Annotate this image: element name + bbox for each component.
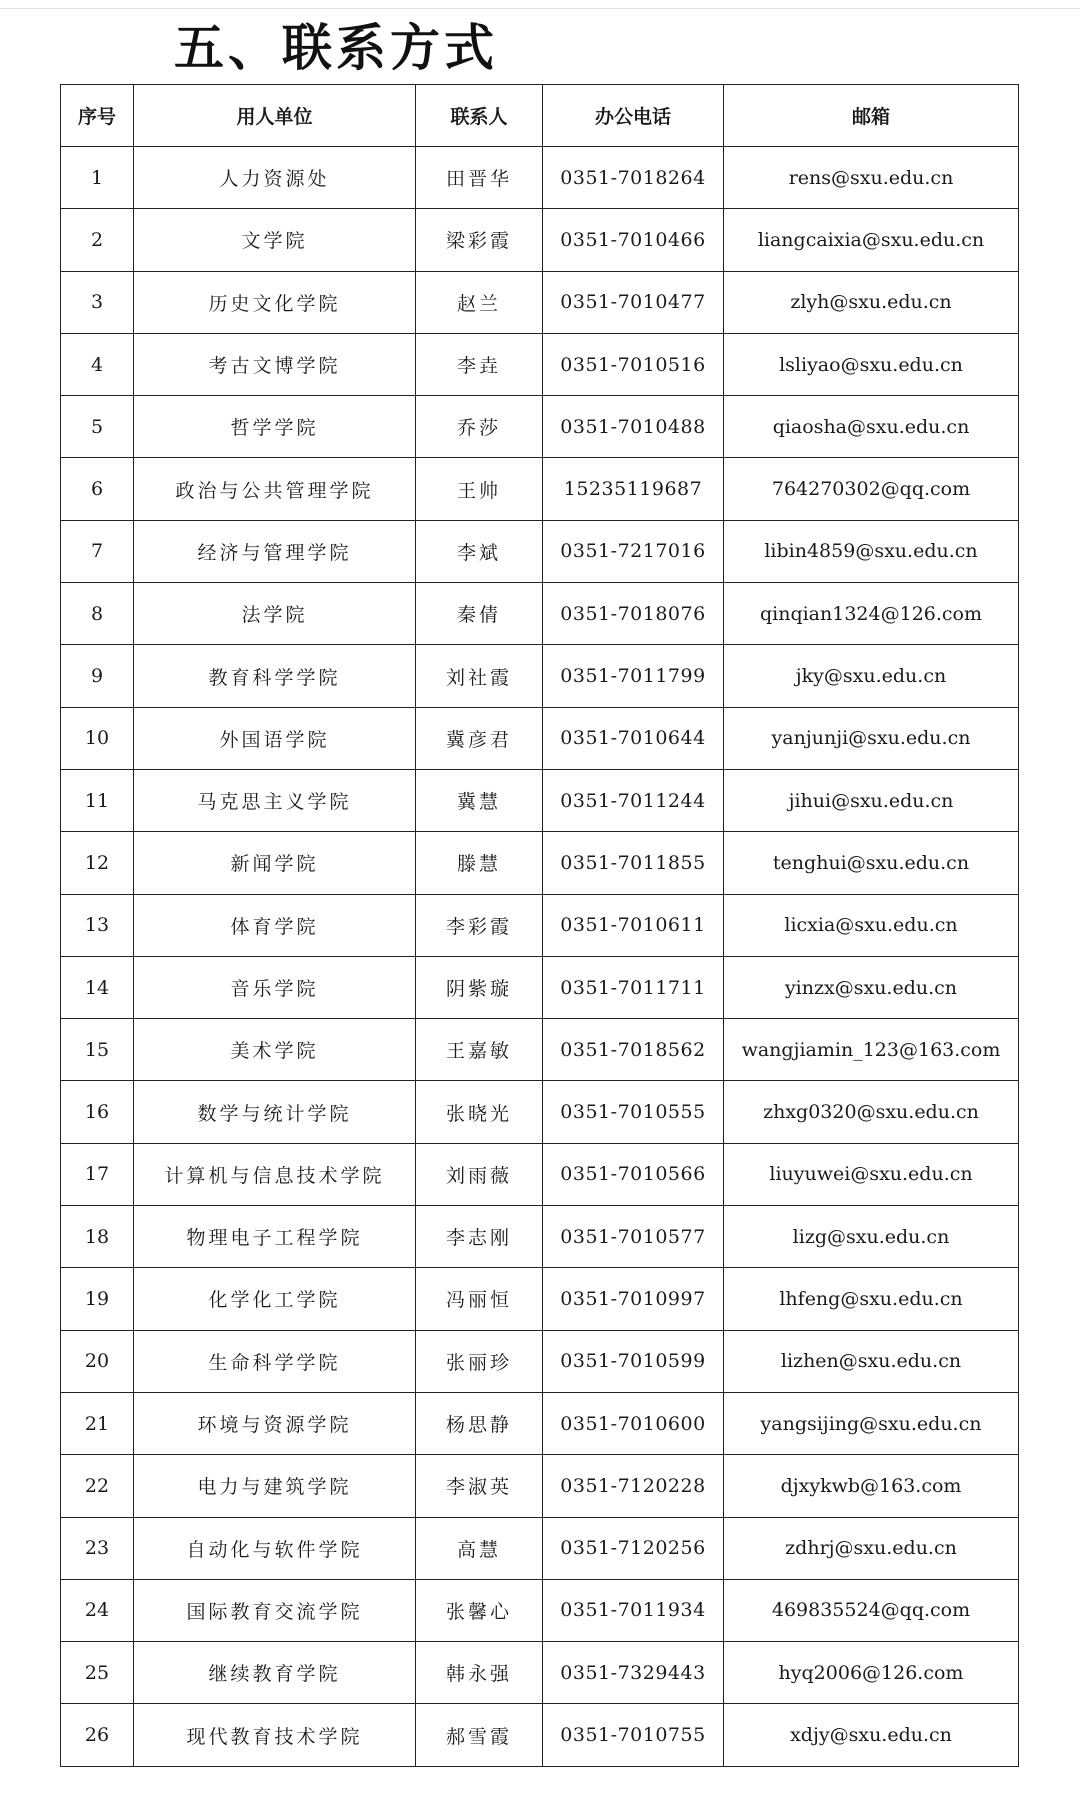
table-header-row bbox=[61, 85, 1019, 147]
cell-email: rens@sxu.edu.cn bbox=[724, 147, 1019, 209]
table-row bbox=[61, 1019, 1019, 1081]
cell-email: lsliyao@sxu.edu.cn bbox=[724, 333, 1019, 395]
cell-contact: 冯丽恒 bbox=[416, 1268, 543, 1330]
cell-contact: 高慧 bbox=[416, 1517, 543, 1579]
cell-phone: 0351-7329443 bbox=[543, 1642, 724, 1704]
table-row bbox=[61, 707, 1019, 769]
cell-phone: 0351-7011799 bbox=[543, 645, 724, 707]
table-row bbox=[61, 956, 1019, 1018]
cell-unit: 国际教育交流学院 bbox=[134, 1579, 416, 1641]
cell-phone: 0351-7010600 bbox=[543, 1392, 724, 1454]
cell-unit: 政治与公共管理学院 bbox=[134, 458, 416, 520]
cell-contact: 杨思静 bbox=[416, 1392, 543, 1454]
cell-no: 4 bbox=[61, 333, 134, 395]
cell-phone: 0351-7011934 bbox=[543, 1579, 724, 1641]
header-email: 邮箱 bbox=[724, 85, 1019, 147]
table-row bbox=[61, 1579, 1019, 1641]
cell-phone: 0351-7010466 bbox=[543, 209, 724, 271]
table-row bbox=[61, 1392, 1019, 1454]
cell-no: 17 bbox=[61, 1143, 134, 1205]
cell-phone: 0351-7011244 bbox=[543, 769, 724, 831]
cell-unit: 经济与管理学院 bbox=[134, 520, 416, 582]
table-row bbox=[61, 458, 1019, 520]
table-row bbox=[61, 1206, 1019, 1268]
cell-contact: 刘社霞 bbox=[416, 645, 543, 707]
cell-contact: 赵兰 bbox=[416, 271, 543, 333]
cell-contact: 韩永强 bbox=[416, 1642, 543, 1704]
cell-contact: 冀彦君 bbox=[416, 707, 543, 769]
table-body bbox=[61, 147, 1019, 1767]
cell-no: 6 bbox=[61, 458, 134, 520]
table-row bbox=[61, 333, 1019, 395]
cell-unit: 电力与建筑学院 bbox=[134, 1455, 416, 1517]
cell-email: wangjiamin_123@163.com bbox=[724, 1019, 1019, 1081]
section-heading: 五、联系方式 bbox=[174, 19, 498, 77]
table-row bbox=[61, 894, 1019, 956]
table-row bbox=[61, 1517, 1019, 1579]
cell-email: djxykwb@163.com bbox=[724, 1455, 1019, 1517]
cell-unit: 美术学院 bbox=[134, 1019, 416, 1081]
table-row bbox=[61, 209, 1019, 271]
cell-email: yinzx@sxu.edu.cn bbox=[724, 956, 1019, 1018]
cell-unit: 外国语学院 bbox=[134, 707, 416, 769]
cell-unit: 生命科学学院 bbox=[134, 1330, 416, 1392]
cell-unit: 马克思主义学院 bbox=[134, 769, 416, 831]
cell-phone: 15235119687 bbox=[543, 458, 724, 520]
cell-unit: 人力资源处 bbox=[134, 147, 416, 209]
table-row bbox=[61, 1081, 1019, 1143]
cell-no: 1 bbox=[61, 147, 134, 209]
cell-no: 24 bbox=[61, 1579, 134, 1641]
cell-unit: 自动化与软件学院 bbox=[134, 1517, 416, 1579]
cell-unit: 新闻学院 bbox=[134, 832, 416, 894]
table-row bbox=[61, 271, 1019, 333]
cell-unit: 音乐学院 bbox=[134, 956, 416, 1018]
cell-email: zhxg0320@sxu.edu.cn bbox=[724, 1081, 1019, 1143]
cell-unit: 教育科学学院 bbox=[134, 645, 416, 707]
cell-contact: 冀慧 bbox=[416, 769, 543, 831]
top-divider bbox=[0, 8, 1080, 9]
cell-no: 20 bbox=[61, 1330, 134, 1392]
cell-no: 16 bbox=[61, 1081, 134, 1143]
cell-email: lizhen@sxu.edu.cn bbox=[724, 1330, 1019, 1392]
cell-no: 7 bbox=[61, 520, 134, 582]
cell-no: 12 bbox=[61, 832, 134, 894]
header-no: 序号 bbox=[61, 85, 134, 147]
cell-email: libin4859@sxu.edu.cn bbox=[724, 520, 1019, 582]
cell-phone: 0351-7010516 bbox=[543, 333, 724, 395]
contact-table bbox=[60, 84, 1019, 1767]
cell-contact: 李志刚 bbox=[416, 1206, 543, 1268]
cell-email: licxia@sxu.edu.cn bbox=[724, 894, 1019, 956]
cell-email: zlyh@sxu.edu.cn bbox=[724, 271, 1019, 333]
cell-email: jky@sxu.edu.cn bbox=[724, 645, 1019, 707]
cell-no: 23 bbox=[61, 1517, 134, 1579]
cell-no: 13 bbox=[61, 894, 134, 956]
cell-unit: 哲学学院 bbox=[134, 396, 416, 458]
cell-no: 9 bbox=[61, 645, 134, 707]
cell-unit: 物理电子工程学院 bbox=[134, 1206, 416, 1268]
table-row bbox=[61, 769, 1019, 831]
cell-phone: 0351-7018562 bbox=[543, 1019, 724, 1081]
cell-email: jihui@sxu.edu.cn bbox=[724, 769, 1019, 831]
cell-email: zdhrj@sxu.edu.cn bbox=[724, 1517, 1019, 1579]
table-row bbox=[61, 1455, 1019, 1517]
cell-contact: 李垚 bbox=[416, 333, 543, 395]
cell-unit: 继续教育学院 bbox=[134, 1642, 416, 1704]
cell-phone: 0351-7010566 bbox=[543, 1143, 724, 1205]
cell-email: liuyuwei@sxu.edu.cn bbox=[724, 1143, 1019, 1205]
cell-contact: 乔莎 bbox=[416, 396, 543, 458]
cell-contact: 王嘉敏 bbox=[416, 1019, 543, 1081]
cell-phone: 0351-7010755 bbox=[543, 1704, 724, 1766]
table-row bbox=[61, 147, 1019, 209]
cell-no: 2 bbox=[61, 209, 134, 271]
cell-phone: 0351-7018264 bbox=[543, 147, 724, 209]
table-row bbox=[61, 832, 1019, 894]
cell-no: 5 bbox=[61, 396, 134, 458]
cell-contact: 李彩霞 bbox=[416, 894, 543, 956]
cell-phone: 0351-7010488 bbox=[543, 396, 724, 458]
header-phone: 办公电话 bbox=[543, 85, 724, 147]
cell-contact: 李淑英 bbox=[416, 1455, 543, 1517]
cell-email: lhfeng@sxu.edu.cn bbox=[724, 1268, 1019, 1330]
cell-contact: 梁彩霞 bbox=[416, 209, 543, 271]
table-row bbox=[61, 1642, 1019, 1704]
cell-phone: 0351-7010611 bbox=[543, 894, 724, 956]
cell-no: 14 bbox=[61, 956, 134, 1018]
cell-contact: 郝雪霞 bbox=[416, 1704, 543, 1766]
table-row bbox=[61, 645, 1019, 707]
cell-no: 26 bbox=[61, 1704, 134, 1766]
cell-unit: 数学与统计学院 bbox=[134, 1081, 416, 1143]
cell-phone: 0351-7010577 bbox=[543, 1206, 724, 1268]
cell-phone: 0351-7018076 bbox=[543, 583, 724, 645]
cell-email: qiaosha@sxu.edu.cn bbox=[724, 396, 1019, 458]
cell-contact: 秦倩 bbox=[416, 583, 543, 645]
cell-unit: 历史文化学院 bbox=[134, 271, 416, 333]
cell-email: hyq2006@126.com bbox=[724, 1642, 1019, 1704]
cell-email: lizg@sxu.edu.cn bbox=[724, 1206, 1019, 1268]
table-row bbox=[61, 520, 1019, 582]
cell-phone: 0351-7010555 bbox=[543, 1081, 724, 1143]
cell-phone: 0351-7010477 bbox=[543, 271, 724, 333]
cell-unit: 化学化工学院 bbox=[134, 1268, 416, 1330]
cell-contact: 滕慧 bbox=[416, 832, 543, 894]
cell-phone: 0351-7010644 bbox=[543, 707, 724, 769]
cell-phone: 0351-7217016 bbox=[543, 520, 724, 582]
header-contact: 联系人 bbox=[416, 85, 543, 147]
cell-phone: 0351-7120228 bbox=[543, 1455, 724, 1517]
cell-no: 15 bbox=[61, 1019, 134, 1081]
cell-no: 25 bbox=[61, 1642, 134, 1704]
cell-unit: 文学院 bbox=[134, 209, 416, 271]
cell-no: 19 bbox=[61, 1268, 134, 1330]
cell-contact: 王帅 bbox=[416, 458, 543, 520]
cell-no: 22 bbox=[61, 1455, 134, 1517]
cell-no: 10 bbox=[61, 707, 134, 769]
cell-email: qinqian1324@126.com bbox=[724, 583, 1019, 645]
header-unit: 用人单位 bbox=[134, 85, 416, 147]
cell-email: liangcaixia@sxu.edu.cn bbox=[724, 209, 1019, 271]
cell-phone: 0351-7011855 bbox=[543, 832, 724, 894]
cell-email: yanjunji@sxu.edu.cn bbox=[724, 707, 1019, 769]
table-row bbox=[61, 396, 1019, 458]
cell-contact: 张丽珍 bbox=[416, 1330, 543, 1392]
cell-unit: 法学院 bbox=[134, 583, 416, 645]
cell-email: 469835524@qq.com bbox=[724, 1579, 1019, 1641]
cell-unit: 计算机与信息技术学院 bbox=[134, 1143, 416, 1205]
cell-contact: 张馨心 bbox=[416, 1579, 543, 1641]
cell-no: 8 bbox=[61, 583, 134, 645]
cell-unit: 环境与资源学院 bbox=[134, 1392, 416, 1454]
cell-unit: 现代教育技术学院 bbox=[134, 1704, 416, 1766]
cell-email: yangsijing@sxu.edu.cn bbox=[724, 1392, 1019, 1454]
cell-no: 18 bbox=[61, 1206, 134, 1268]
cell-email: tenghui@sxu.edu.cn bbox=[724, 832, 1019, 894]
cell-phone: 0351-7010599 bbox=[543, 1330, 724, 1392]
table-row bbox=[61, 1330, 1019, 1392]
table-row bbox=[61, 1268, 1019, 1330]
cell-phone: 0351-7011711 bbox=[543, 956, 724, 1018]
table-row bbox=[61, 1704, 1019, 1766]
table-row bbox=[61, 583, 1019, 645]
table-row bbox=[61, 1143, 1019, 1205]
cell-unit: 考古文博学院 bbox=[134, 333, 416, 395]
cell-contact: 刘雨薇 bbox=[416, 1143, 543, 1205]
cell-no: 3 bbox=[61, 271, 134, 333]
cell-email: 764270302@qq.com bbox=[724, 458, 1019, 520]
cell-phone: 0351-7010997 bbox=[543, 1268, 724, 1330]
cell-contact: 阴紫璇 bbox=[416, 956, 543, 1018]
cell-phone: 0351-7120256 bbox=[543, 1517, 724, 1579]
cell-contact: 田晋华 bbox=[416, 147, 543, 209]
cell-no: 11 bbox=[61, 769, 134, 831]
cell-contact: 张晓光 bbox=[416, 1081, 543, 1143]
cell-email: xdjy@sxu.edu.cn bbox=[724, 1704, 1019, 1766]
cell-unit: 体育学院 bbox=[134, 894, 416, 956]
cell-contact: 李斌 bbox=[416, 520, 543, 582]
cell-no: 21 bbox=[61, 1392, 134, 1454]
